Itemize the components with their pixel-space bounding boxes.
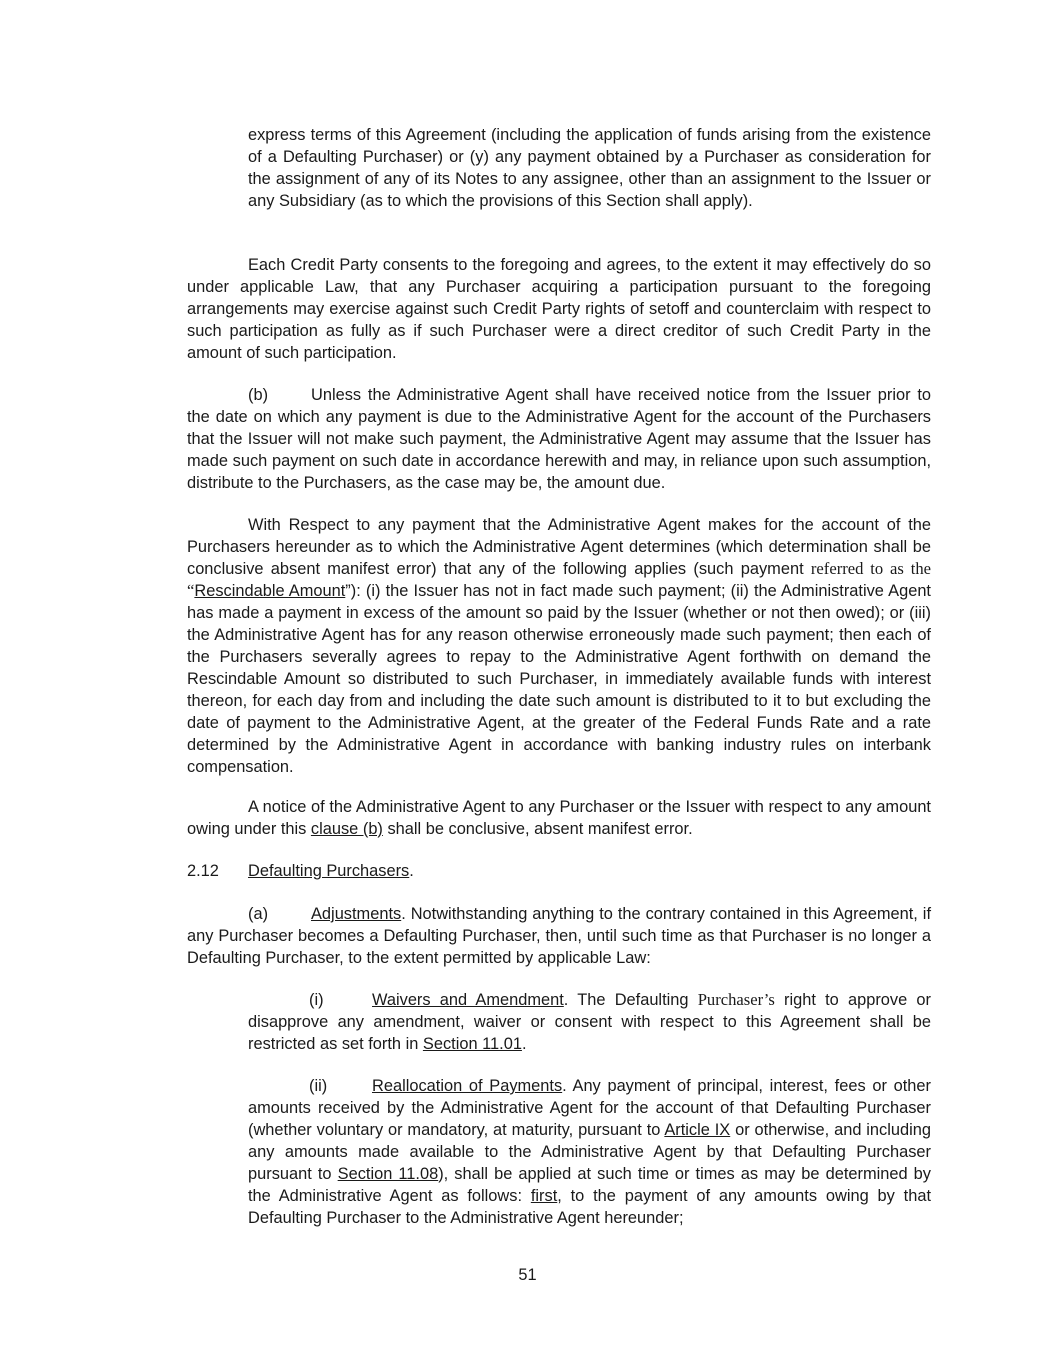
- paragraph-credit-party-consent: Each Credit Party consents to the foregoing and agrees, to the extent it may effectively do so under applicable Law, that any Purchaser acquiring a participation pursuant to the foregoing arrangements may exercise against such Credit Party rights of setoff and counterclaim with respect to such participation as fully as if such Purchaser were a direct creditor of such Credit Party in the amount of such participation.: [187, 256, 931, 362]
- clause-b-reference-link[interactable]: clause (b): [310, 820, 383, 838]
- clause-label-ii: (ii): [309, 1077, 328, 1095]
- paragraph-i-waivers: (i) Waivers and Amendment. The Defaulting Purchaser’s right to approve or disapprove any amendment, waiver or consent with respect to this Agreement shall be restricted as set forth in Section 11.01.: [248, 990, 931, 1053]
- clause-label-a: (a): [248, 905, 269, 923]
- section-number: 2.12: [187, 862, 219, 880]
- page-number: 51: [518, 1266, 537, 1284]
- paragraph-ii-reallocation: (ii) Reallocation of Payments. Any payment of principal, interest, fees or other amounts received by the Administrative Agent for the account of that Defaulting Purchaser (whether voluntary or mandatory, at maturity, pursuant to Article IX or otherwise, and including any amounts made available to the Administrative Agent by that Defaulting Purchaser pursuant to Section 11.08), shall be applied at such time or times as may be determined by the Administrative Agent as follows: first, to the payment of any amounts owing by that Defaulting Purchaser to the Administrative Agent hereunder;: [248, 1077, 932, 1227]
- clause-title-reallocation: Reallocation of Payments: [372, 1077, 563, 1095]
- first-term: first: [530, 1187, 558, 1205]
- clause-title-adjustments: Adjustments: [311, 905, 402, 923]
- section-title: Defaulting Purchasers: [248, 862, 410, 880]
- defined-term-rescindable-amount: Rescindable Amount: [194, 582, 346, 600]
- paragraph-notice: A notice of the Administrative Agent to any Purchaser or the Issuer with respect to any amount owing under this clause (b) shall be conclusive, absent manifest error.: [187, 798, 931, 838]
- section-heading: 2.12 Defaulting Purchasers.: [187, 862, 414, 880]
- paragraph-a-adjustments: (a) Adjustments. Notwithstanding anything to the contrary contained in this Agreement, if any Purchaser becomes a Defaulting Purchaser, then, until such time as that Purchaser is no longer a Defaulting Purchaser, to the extent permitted by applicable Law:: [187, 905, 931, 967]
- section-11-08-link[interactable]: Section 11.08: [337, 1165, 439, 1183]
- article-ix-link[interactable]: Article IX: [664, 1121, 731, 1139]
- clause-label-i: (i): [309, 991, 324, 1009]
- paragraph-b: (b) Unless the Administrative Agent shall have received notice from the Issuer prior to the date on which any payment is due to the Administrative Agent for the account of the Purchasers that the Issuer will not make such payment, the Administrative Agent may assume that the Issuer has made such payment on such date in accordance herewith and may, in reliance upon such assumption, distribute to the Purchasers, as the case may be, the amount due.: [187, 386, 931, 492]
- paragraph-rescindable-amount: With Respect to any payment that the Administrative Agent makes for the account of the Purchasers hereunder as to which the Administrative Agent determines (which determination shall be conclusive absent manifest error) that any of the following applies (such payment referred to as the “Rescindable Amount”): (i) the Issuer has not in fact made such payment; (ii) the Administrative Agent has made a payment in excess of the amount so paid by the Issuer (whether or not then owed); or (iii) the Administrative Agent has for any reason otherwise erroneously made such payment; then each of the Purchasers severally agrees to repay to the Administrative Agent forthwith on demand the Rescindable Amount so distributed to such Purchaser, in immediately available funds with interest thereon, for each day from and including the date such amount is distributed to it to but excluding the date of payment to the Administrative Agent, at the greater of the Federal Funds Rate and a rate determined by the Administrative Agent in accordance with banking industry rules on interbank compensation.: [187, 516, 932, 776]
- clause-title-waivers: Waivers and Amendment: [372, 991, 564, 1009]
- paragraph-continuation: express terms of this Agreement (including the application of funds arising from the existence of a Defaulting Purchaser) or (y) any payment obtained by a Purchaser as consideration for the assignment of any of its Notes to any assignee, other than an assignment to the Issuer or any Subsidiary (as to which the provisions of this Section shall apply).: [248, 126, 931, 210]
- section-11-01-link[interactable]: Section 11.01: [422, 1035, 522, 1053]
- clause-label-b: (b): [248, 386, 269, 404]
